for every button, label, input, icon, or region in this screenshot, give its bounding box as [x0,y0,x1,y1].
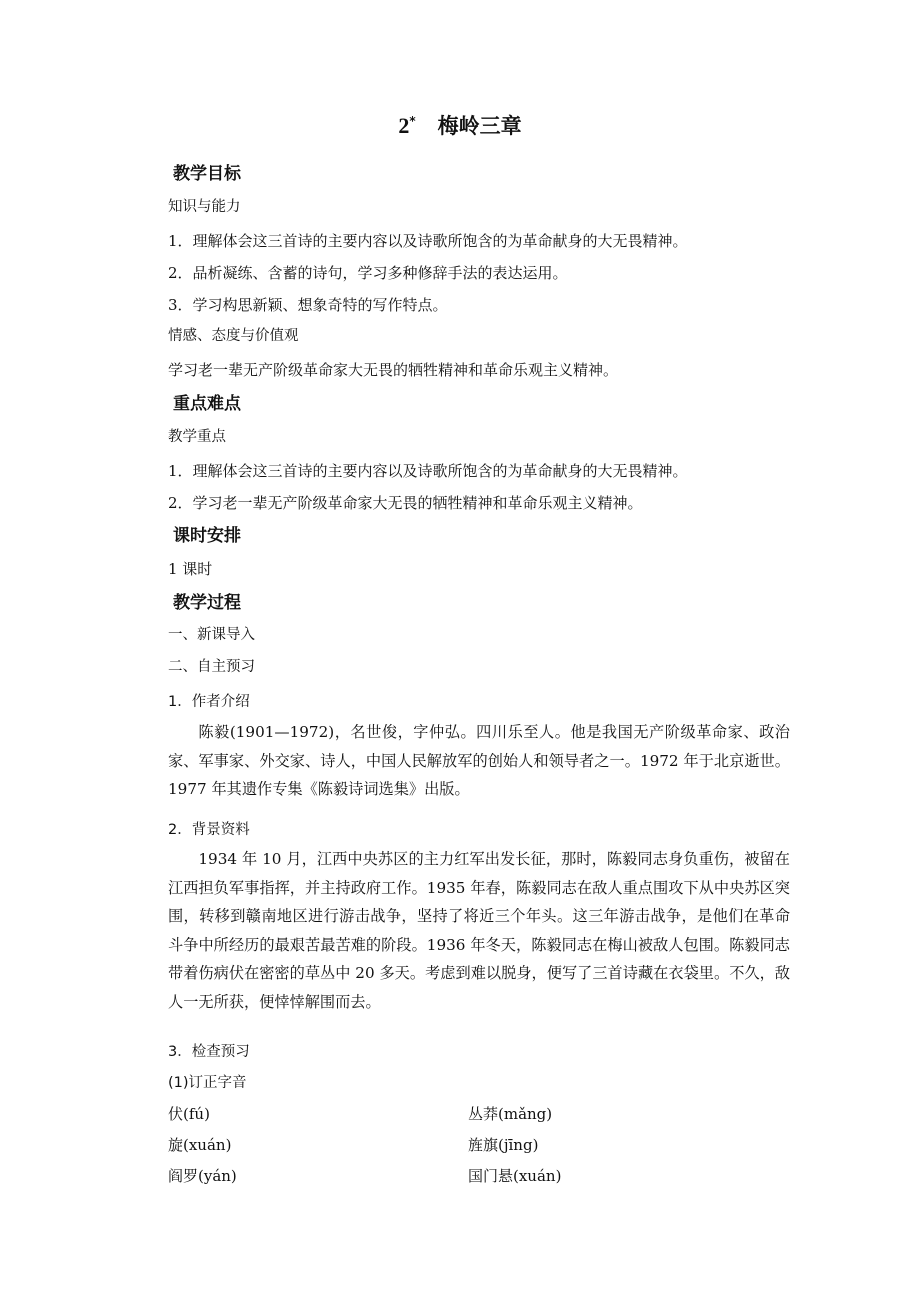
optional-lesson-mark: * [409,114,416,128]
pronunciation-title: (1)订正字音 [168,1075,247,1091]
step-new-lesson-intro: 一、新课导入 [168,627,255,643]
lesson-number: 2 [398,113,410,138]
goal-item: 3．学习构思新颖、想象奇特的写作特点。 [168,296,448,314]
key-point-item: 2．学习老一辈无产阶级革命家大无畏的牺牲精神和革命乐观主义精神。 [168,494,643,512]
schedule-value: 1 课时 [168,560,213,578]
section-background: 2．背景资料 [168,822,250,838]
key-point-item: 1．理解体会这三首诗的主要内容以及诗歌所饱含的为革命献身的大无畏精神。 [168,462,688,480]
pronunciation-item: 旌旗(jīng) [468,1136,539,1154]
subheading-attitude: 情感、态度与价值观 [168,328,299,344]
pronunciation-item: 阎罗(yán) [168,1167,237,1185]
lesson-title: 梅岭三章 [437,114,522,138]
author-intro-text: 陈毅(1901—1972)，名世俊，字仲弘。四川乐至人。他是我国无产阶级革命家、政治家、军事家、外交家、诗人，中国人民解放军的创始人和领导者之一。1972 年于北京逝世。1977 年其遗作专集《陈毅诗词选集》出版。 [168,723,790,798]
subheading-teaching-focus: 教学重点 [168,429,226,445]
goal-item: 2．品析凝练、含蓄的诗句，学习多种修辞手法的表达运用。 [168,264,568,282]
heading-teaching-process: 教学过程 [173,593,241,613]
pronunciation-item: 国门悬(xuán) [468,1167,562,1185]
step-self-preview: 二、自主预习 [168,659,255,675]
attitude-text: 学习老一辈无产阶级革命家大无畏的牺牲精神和革命乐观主义精神。 [168,361,619,379]
heading-schedule: 课时安排 [173,526,241,546]
pronunciation-item: 旋(xuán) [168,1136,232,1154]
heading-teaching-goals: 教学目标 [173,164,241,184]
section-author-intro: 1．作者介绍 [168,694,250,710]
heading-key-points: 重点难点 [173,394,241,414]
page-title [0,110,920,140]
background-text: 1934 年 10 月，江西中央苏区的主力红军出发长征，那时，陈毅同志身负重伤，被留在江西担负军事指挥，并主持政府工作。1935 年春，陈毅同志在敌人重点围攻下从中央苏区突围，转移到赣南地区进行游击战争，坚持了将近三个年头。这三年游击战争，是他们在革命斗争中所经历的最艰苦最苦难的阶段。1936 年冬天，陈毅同志在梅山被敌人包围。陈毅同志带着伤病伏在密密的草丛中 20 多天。考虑到难以脱身，便写了三首诗藏在衣袋里。不久，敌人一无所获，便悻悻解围而去。 [168,850,790,1011]
section-check-preview: 3．检查预习 [168,1044,250,1060]
subheading-knowledge: 知识与能力 [168,199,241,215]
pronunciation-item: 丛莽(mǎng) [468,1105,553,1123]
goal-item: 1．理解体会这三首诗的主要内容以及诗歌所饱含的为革命献身的大无畏精神。 [168,232,688,250]
pronunciation-item: 伏(fú) [168,1105,210,1123]
